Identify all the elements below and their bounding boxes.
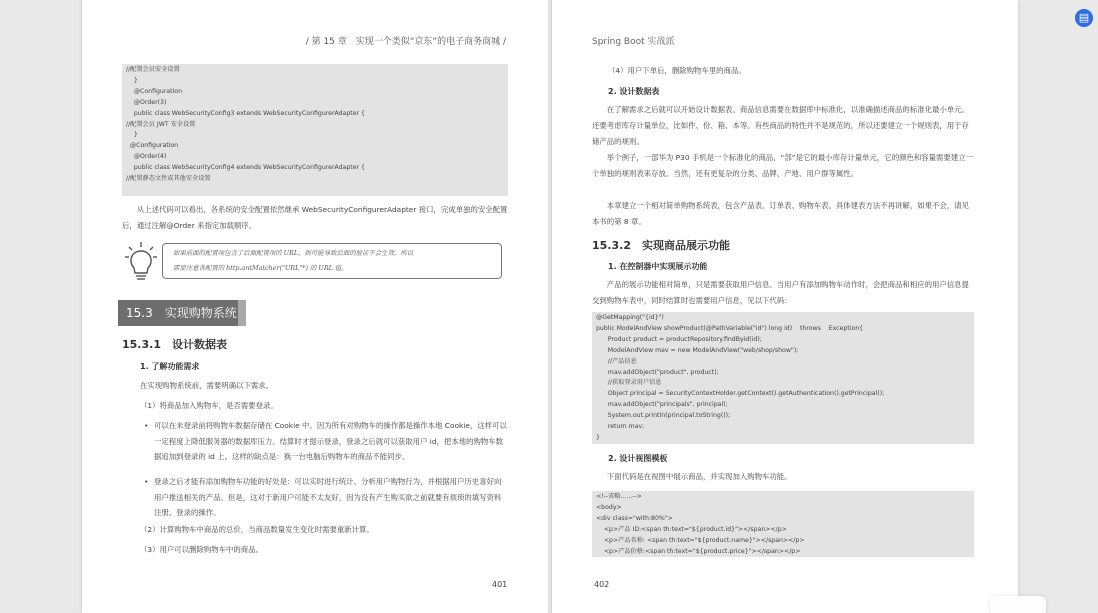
paragraph: 产品的展示功能相对简单，只是需要获取用户信息。当用户有添加购物车动作时，会把商品和相应的用户信息提交到购物车表中，同时结算时也需要用户信息，见以下代码： (592, 280, 969, 305)
paragraph: 从上述代码可以看出，各系统的安全配置依然继承 WebSecurityConfigurerAdapter 接口，完成单独的安全配置后，通过注解@Order 来指定加载顺序。 (122, 205, 508, 230)
list-item: （4）用户下单后，删除购物车里的商品。 (608, 66, 746, 75)
code-line: System.out.println(principal.toString()); (596, 412, 731, 420)
code-line: public class WebSecurityConfig3 extends WebSecurityConfigurerAdapter { (126, 109, 365, 117)
list-item: （3）用户可以删除购物车中的商品。 (140, 545, 263, 554)
heading: 1. 在控制器中实现展示功能 (608, 262, 708, 271)
page-number: 402 (594, 580, 610, 589)
code-line: public ModelAndView showProduct(@PathVariable("id") long id) throws Exception{ (596, 324, 864, 332)
tip-line: 需要注意各配置的 http.antMatcher("URL"*) 的 URL 值。 (173, 264, 348, 272)
bullet-item: • 登录之后才能有添加购物车功能的好处是：可以实时进行统计、分析用户购物行为，并根据用户历史喜好向用户推送相关的产品。但是，这对于新用户可能不太友好，因为没有产生购买欲之前就要有烦琐的填写资料注册、登录的操作。 (144, 477, 502, 517)
bullet-item: • 可以在未登录前将购物车数据存储在 Cookie 中。因为所有对购物车的操作都是操作本地 Cookie，这样可以一定程度上降低服务器的数据库压力。结算时才提示登录，登录之后就可以获取用户 id，把本地的购物车数据追加到登录的 id 上。这样的缺点是：换一台电脑后购物车的商品不能同步。 (144, 421, 507, 461)
paragraph: 本章建立一个相对简单购物系统表，包含产品表、订单表、购物车表。具体建表方法不再讲解，如果不会，请见本书的第 8 章。 (592, 201, 969, 226)
code-line: <p>产品 ID:<span th:text="${product.id}"></span></p> (596, 525, 787, 533)
code-line: Object principal = SecurityContextHolder.getContext().getAuthentication().getPrincipal(); (596, 390, 885, 398)
subsection-heading: 15.3.2 实现商品展示功能 (592, 239, 730, 252)
code-line: //获取登录用户信息 (596, 379, 662, 387)
code-line: <p>产品名称: <span th:text="${product.name}"></span></p> (596, 536, 805, 544)
page-header: / 第 15 章 实现一个类似“京东”的电子商务商城 / (305, 37, 506, 47)
code-line: return mav; (596, 423, 645, 431)
code-line: //配置静态文件或其他安全设置 (126, 175, 211, 183)
code-line: @Order(4) (126, 153, 167, 161)
paragraph: 在了解需求之后就可以开始设计数据表。商品信息需要在数据库中标准化，以准确描述商品的标准化最小单元。还要考虑库存计量单位，比如件、份、箱、本等。有些商品的特性并不是规范的，所以还要建立一个规则表，用于存储产品的规则。 (592, 105, 969, 146)
floating-panel (990, 596, 1046, 613)
code-line: mav.addObject("product", product); (596, 368, 719, 376)
code-line: Product product = productRepository.findByid(id); (596, 335, 762, 343)
bullet-text: 可以在未登录前将购物车数据存储在 Cookie 中。因为所有对购物车的操作都是操作本地 Cookie，这样可以一定程度上降低服务器的数据库压力。结算时才提示登录，登录之后就可以获取用户 id，把本地的购物车数据追加到登录的 id 上。这样的缺点是：换一台电脑后购物车的商品不能同步。 (154, 421, 507, 461)
tip-line: 如果前面的配置项包含了后面配置项的 URL，则可能导致后面的验证不会生效，所以 (173, 249, 414, 257)
list-item: （1）将商品加入购物车，是否需要登录。 (140, 401, 278, 410)
paragraph: 下面代码是在视图中展示商品，并实现加入购物车功能。 (606, 472, 792, 481)
code-line: public class WebSecurityConfig4 extends WebSecurityConfigurerAdapter { (126, 164, 365, 172)
heading: 2. 设计数据表 (608, 87, 660, 96)
code-line: } (126, 131, 138, 139)
page-number: 401 (492, 580, 508, 589)
code-line: <!--省略......--> (596, 493, 642, 500)
left-page (82, 0, 548, 613)
translate-icon[interactable]: ▤ (1075, 9, 1093, 27)
section-banner: 15.3 实现购物系统 (118, 300, 246, 326)
right-page (552, 0, 1018, 613)
code-line: } (596, 433, 600, 441)
list-item: （2）计算购物车中商品的总价，当商品数量发生变化时需要重新计算。 (140, 525, 374, 534)
code-line: //配置会员 JWT 安全设置 (126, 120, 196, 128)
tip-box (162, 243, 502, 279)
code-block (592, 312, 974, 444)
code-line: } (126, 76, 138, 84)
code-line: @Configuration (126, 142, 179, 150)
heading: 2. 设计视图模板 (608, 454, 668, 463)
lightbulb-icon (124, 240, 158, 284)
heading: 1. 了解功能需求 (140, 362, 200, 371)
code-line: mav.addObject("principals", principal); (596, 401, 728, 409)
code-block (122, 64, 508, 196)
page-header: Spring Boot 实战派 (592, 37, 675, 47)
code-line: @GetMapping("{id}") (596, 314, 664, 321)
code-line: @Order(3) (126, 98, 167, 106)
code-line: <p>产品价格:<span th:text="${product.price}"></span></p> (596, 547, 801, 555)
subsection-heading: 15.3.1 设计数据表 (122, 338, 227, 351)
code-line: <body> (596, 503, 622, 511)
code-block (592, 491, 974, 557)
bullet-text: 登录之后才能有添加购物车功能的好处是：可以实时进行统计、分析用户购物行为，并根据用户历史喜好向用户推送相关的产品。但是，这对于新用户可能不太友好，因为没有产生购买欲之前就要有烦琐的填写资料注册、登录的操作。 (154, 477, 502, 517)
paragraph: 举个例子，一部华为 P30 手机是一个标准化的商品，“部”是它的最小库存计量单元，它的颜色和容量需要建立一个单独的规则表来存放。当然，还有更复杂的分类、品牌、产地、用户群等属性。 (592, 153, 973, 178)
code-line: //配置会员安全设置 (126, 66, 180, 73)
code-line: <div class="with:80%"> (596, 514, 673, 522)
code-line: //产品信息 (596, 357, 637, 365)
paragraph: 在实现购物系统前，需要明确以下需求。 (140, 381, 274, 390)
code-line: ModelAndView mav = new ModelAndView("web/shop/show"); (596, 346, 799, 354)
code-line: @Configuration (126, 87, 183, 95)
